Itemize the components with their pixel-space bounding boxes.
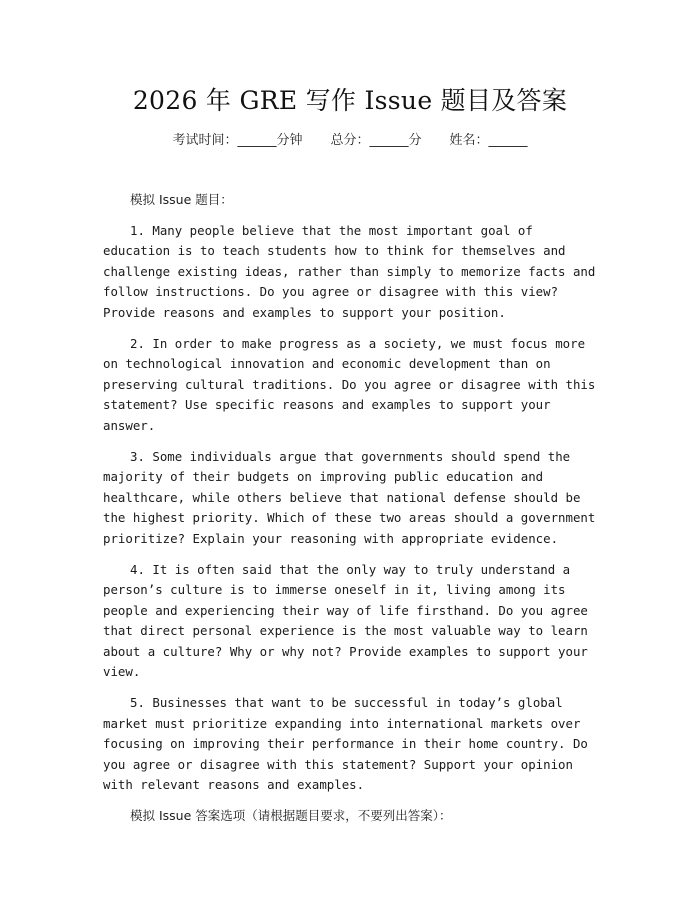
question-5: 5. Businesses that want to be successful in today’s global market must prioritize expanding into international markets over focusing on improving their performance in their home country. Do you agree or disagree with this statement? Support your opinion with relevant reasons and examples.	[103, 695, 588, 793]
page-title: 2026 年 GRE 写作 Issue 题目及答案	[132, 86, 568, 115]
total-score-field: 总分：______分	[330, 133, 422, 148]
question-2: 2. In order to make progress as a society, we must focus more on technological innovation and economic development than on preserving cultural traditions. Do you agree or disagree with this statement? Use specific reasons and examples to support your answer.	[103, 335, 596, 433]
question-3: 3. Some individuals argue that governments should spend the majority of their budgets on improving public education and healthcare, while others believe that national defense should be the highest priority. Which of these two areas should a government prioritize? Explain your reasoning with appropriate evidence.	[103, 448, 596, 546]
document-body	[103, 190, 603, 827]
question-1: 1. Many people believe that the most important goal of education is to teach students how to think for themselves and challenge existing ideas, rather than simply to memorize facts and follow instructions. Do you agree or disagree with this view? Provide reasons and examples to support your position.	[103, 222, 596, 320]
question-4: 4. It is often said that the only way to truly understand a person’s culture is to immerse oneself in it, living among its people and experiencing their way of life firsthand. Do you agree that direct personal experience is the most valuable way to learn about a culture? Why or why not? Provide examples to support your view.	[103, 561, 588, 680]
section-label-answers: 模拟 Issue 答案选项（请根据题目要求，不要列出答案）：	[130, 808, 452, 824]
name-field: 姓名：______	[449, 133, 528, 148]
exam-time-field: 考试时间：______分钟	[172, 133, 303, 148]
exam-info-line	[0, 130, 700, 152]
section-label-questions: 模拟 Issue 题目：	[130, 192, 233, 207]
